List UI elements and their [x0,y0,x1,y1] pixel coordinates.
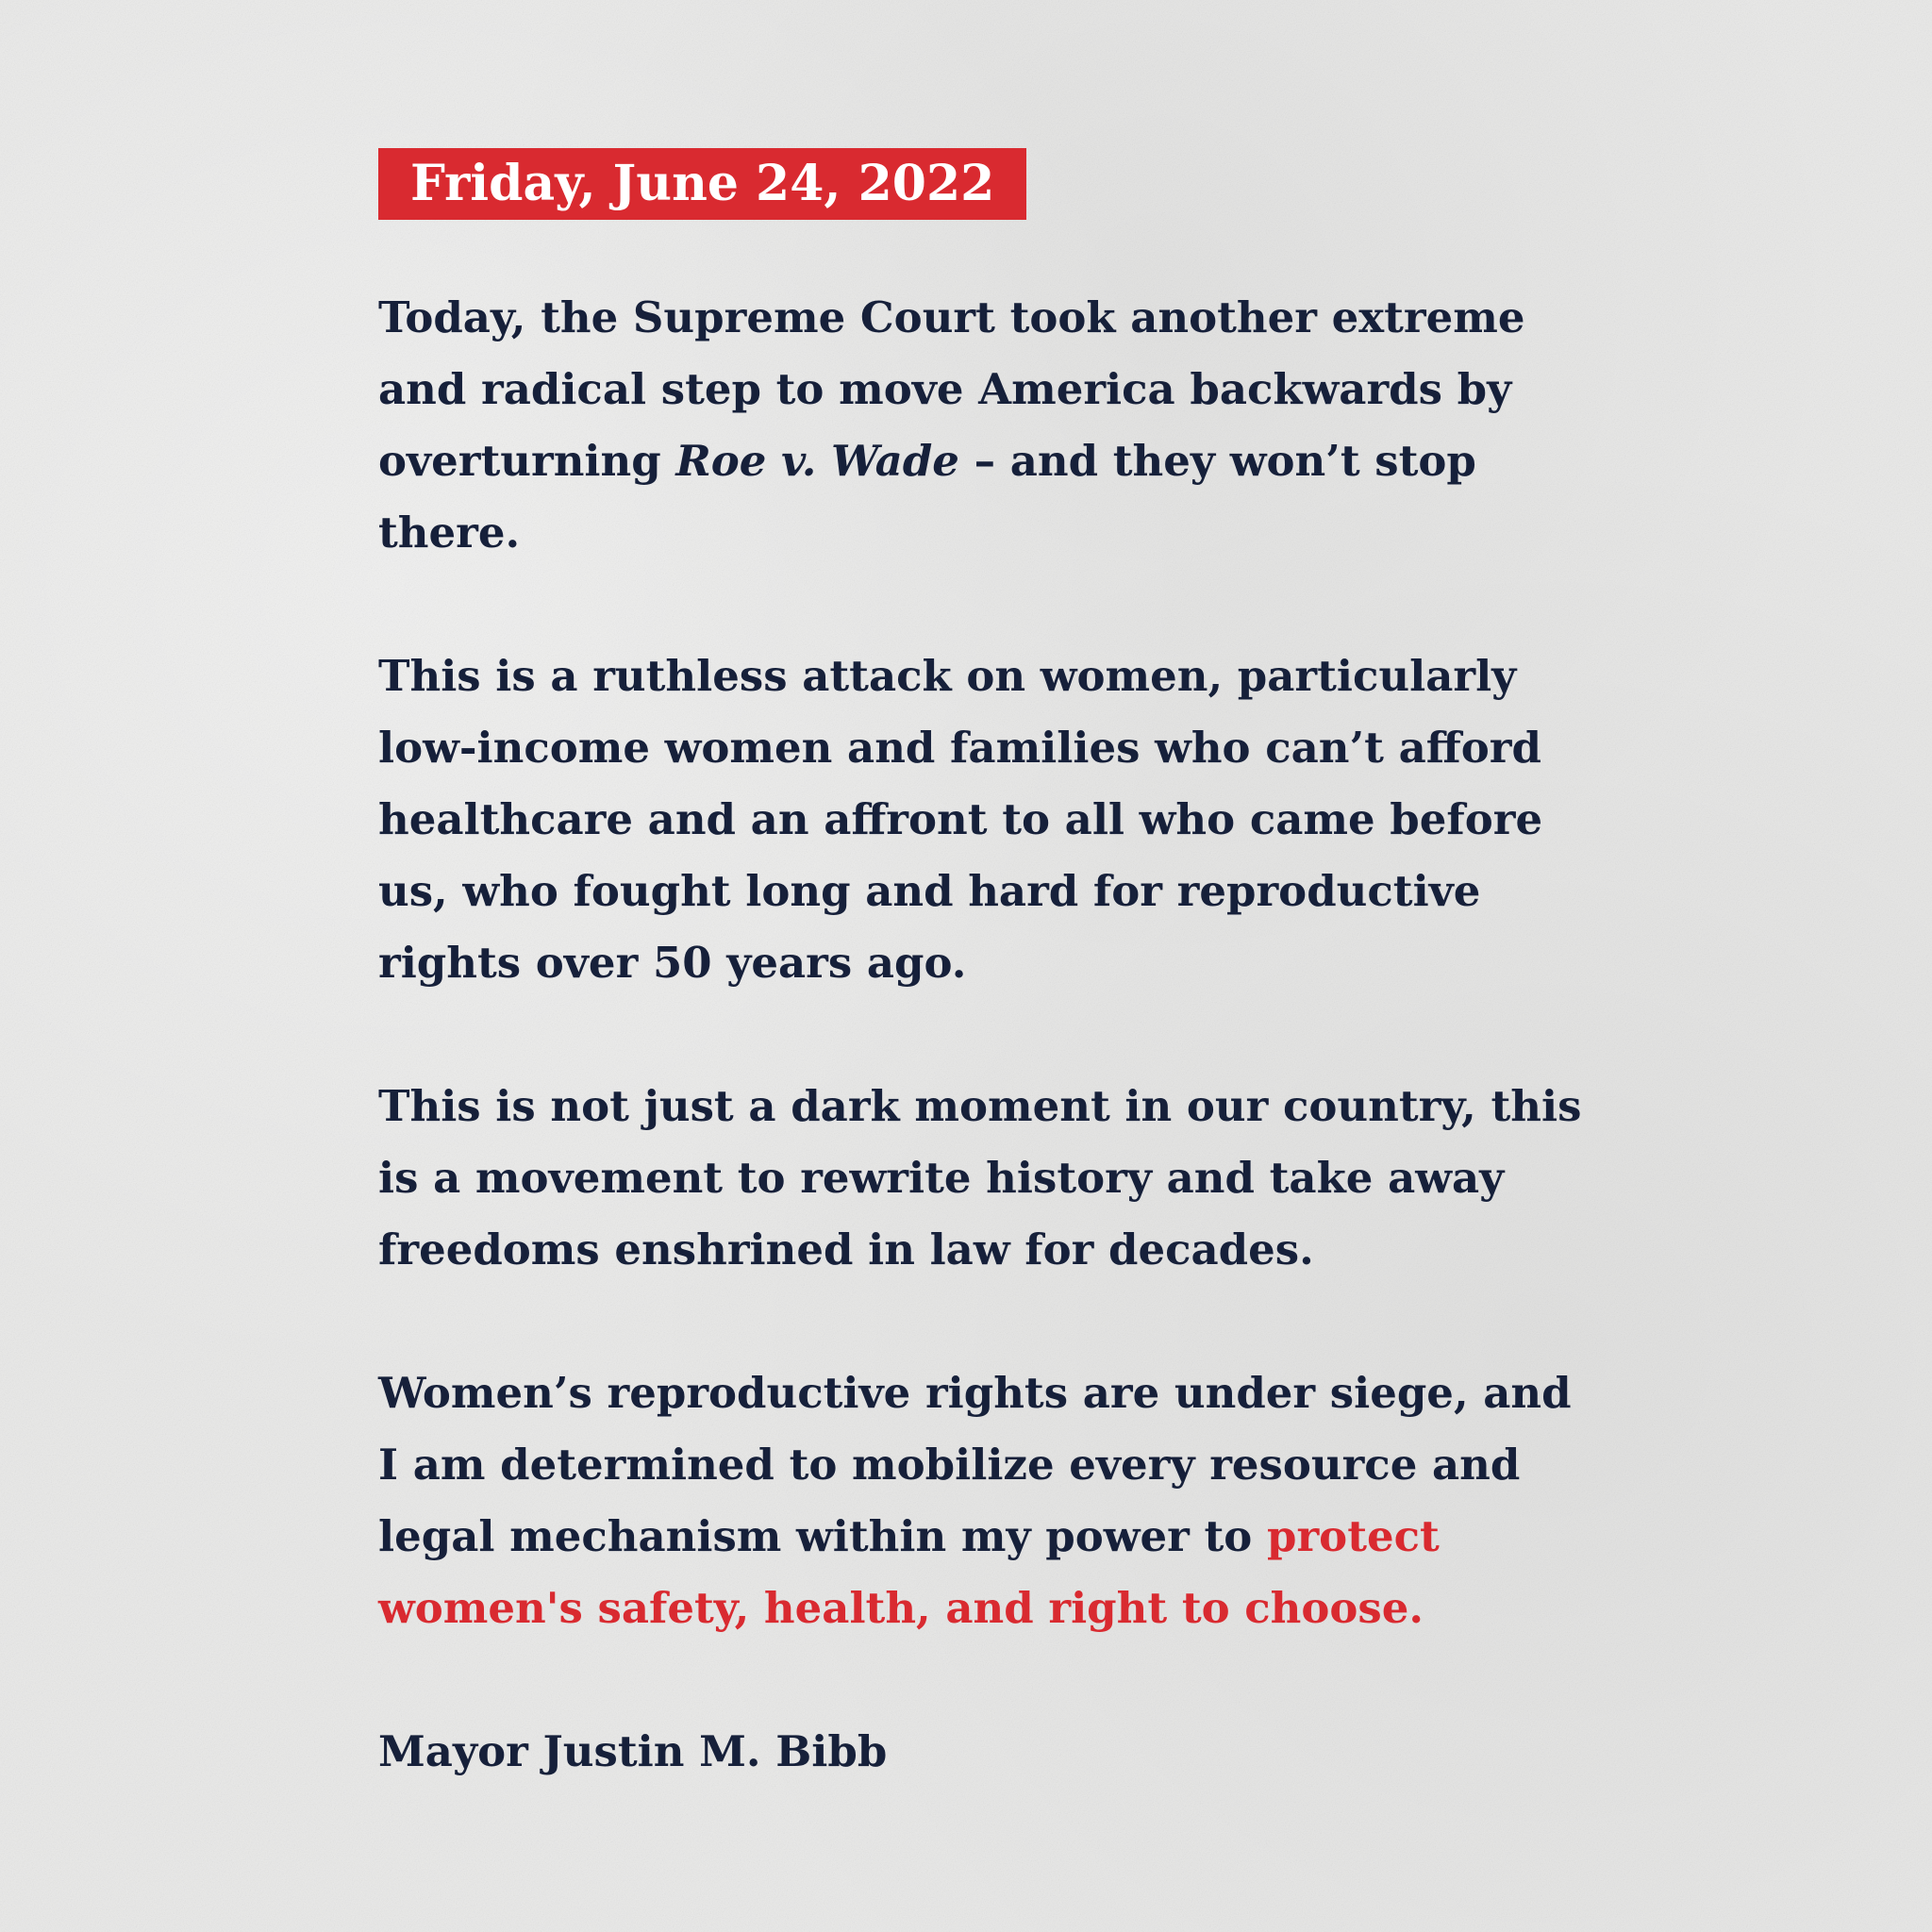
paragraph-3: This is not just a dark moment in our country, this is a movement to rewrite history and take away freedoms enshrined in law for decades. [378,1081,1582,1274]
paragraph-1 [378,282,1586,569]
date-badge: Friday, June 24, 2022 [378,148,1026,220]
paragraph-4-text: Women’s reproductive rights are under siege, and I am determined to mobilize every resource and legal mechanism within my power to [378,1368,1572,1561]
statement [378,148,1586,1788]
paragraph-2: This is a ruthless attack on women, particularly low-income women and families who can’t afford healthcare and an affront to all who came before us, who fought long and hard for reproductive rights over 50 years ago. [378,651,1543,988]
signature: Mayor Justin M. Bibb [378,1726,888,1776]
paragraph-4 [378,1357,1586,1644]
case-name: Roe v. Wade [675,436,959,486]
paragraph-1-ending: – and they won’t stop there. [378,436,1476,558]
paragraph-1-text: Today, the Supreme Court took another extreme and radical step to move America backwards by overturning [378,292,1525,486]
highlighted-pledge: protect women's safety, health, and right to choose. [378,1511,1440,1633]
